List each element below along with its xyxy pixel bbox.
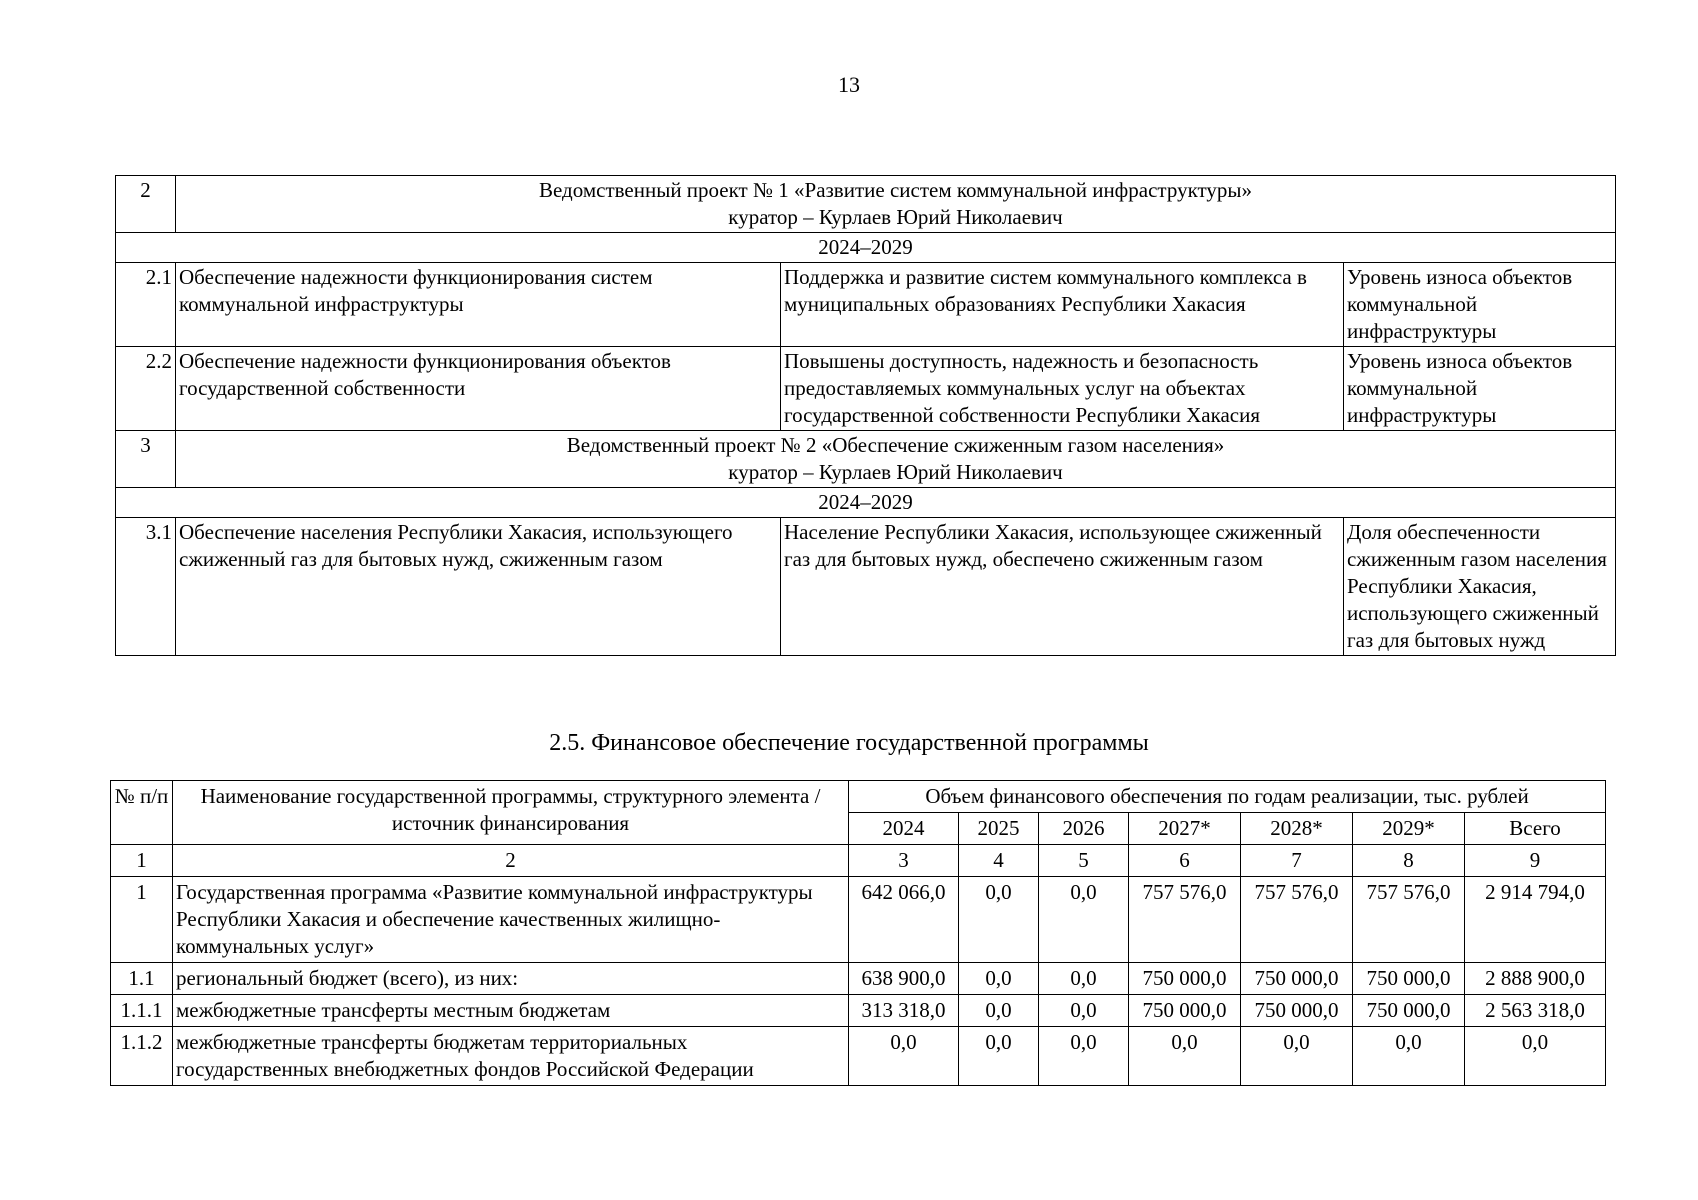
project-curator: куратор – Курлаев Юрий Николаевич (728, 460, 1063, 484)
effect-cell: Население Республики Хакасия, использующее сжиженный газ для бытовых нужд, обеспечено сжиженным газом (781, 518, 1344, 656)
header-total: Всего (1465, 813, 1606, 845)
value-cell: 0,0 (959, 1027, 1039, 1086)
value-cell: 638 900,0 (849, 963, 959, 995)
indicator-cell: Уровень износа объектов коммунальной инфраструктуры (1344, 347, 1616, 431)
header-num: № п/п (111, 781, 173, 845)
value-cell: 313 318,0 (849, 995, 959, 1027)
col-number: 7 (1241, 845, 1353, 877)
value-cell: 0,0 (1039, 877, 1129, 963)
total-cell: 0,0 (1465, 1027, 1606, 1086)
column-numbers-row (111, 845, 1606, 877)
total-cell: 2 563 318,0 (1465, 995, 1606, 1027)
finance-table (110, 780, 1606, 1086)
header-volume: Объем финансового обеспечения по годам реализации, тыс. рублей (849, 781, 1606, 813)
col-number: 5 (1039, 845, 1129, 877)
header-year: 2025 (959, 813, 1039, 845)
value-cell: 0,0 (1353, 1027, 1465, 1086)
indicator-cell: Доля обеспеченности сжиженным газом населения Республики Хакасия, использующего сжиженный газ для бытовых нужд (1344, 518, 1616, 656)
row-name: межбюджетные трансферты бюджетам территориальных государственных внебюджетных фондов Российской Федерации (173, 1027, 849, 1086)
section-heading: 2.5. Финансовое обеспечение государственной программы (549, 730, 1149, 756)
value-cell: 750 000,0 (1129, 963, 1241, 995)
project-header-row (116, 431, 1616, 488)
effect-cell: Поддержка и развитие систем коммунального комплекса в муниципальных образованиях Республики Хакасия (781, 263, 1344, 347)
table-row (111, 995, 1606, 1027)
col-number: 6 (1129, 845, 1241, 877)
col-number: 9 (1465, 845, 1606, 877)
row-name: региональный бюджет (всего), из них: (173, 963, 849, 995)
row-name: Государственная программа «Развитие коммунальной инфраструктуры Республики Хакасия и обеспечение качественных жилищно-коммунальных услуг» (173, 877, 849, 963)
value-cell: 750 000,0 (1241, 995, 1353, 1027)
project-title-cell (176, 176, 1616, 233)
value-cell: 0,0 (959, 877, 1039, 963)
header-year: 2024 (849, 813, 959, 845)
project-title: Ведомственный проект № 1 «Развитие систем коммунальной инфраструктуры» (539, 178, 1253, 202)
table-row (116, 347, 1616, 431)
project-number: 2 (116, 176, 176, 233)
value-cell: 750 000,0 (1353, 995, 1465, 1027)
table-row (116, 518, 1616, 656)
table-row (116, 263, 1616, 347)
row-number: 1.1.1 (111, 995, 173, 1027)
row-number: 1.1.2 (111, 1027, 173, 1086)
col-number: 2 (173, 845, 849, 877)
value-cell: 757 576,0 (1241, 877, 1353, 963)
table-row (111, 877, 1606, 963)
project-title-cell (176, 431, 1616, 488)
value-cell: 0,0 (1039, 1027, 1129, 1086)
project-period: 2024–2029 (116, 233, 1616, 263)
col-number: 4 (959, 845, 1039, 877)
value-cell: 0,0 (849, 1027, 959, 1086)
col-number: 3 (849, 845, 959, 877)
value-cell: 0,0 (1039, 995, 1129, 1027)
col-number: 1 (111, 845, 173, 877)
value-cell: 750 000,0 (1353, 963, 1465, 995)
project-title: Ведомственный проект № 2 «Обеспечение сжиженным газом населения» (566, 433, 1225, 457)
table-row (111, 963, 1606, 995)
value-cell: 757 576,0 (1353, 877, 1465, 963)
total-cell: 2 888 900,0 (1465, 963, 1606, 995)
row-number: 1 (111, 877, 173, 963)
row-number: 2.1 (116, 263, 176, 347)
value-cell: 0,0 (959, 963, 1039, 995)
row-number: 1.1 (111, 963, 173, 995)
project-period: 2024–2029 (116, 488, 1616, 518)
value-cell: 0,0 (1039, 963, 1129, 995)
header-year: 2028* (1241, 813, 1353, 845)
total-cell: 2 914 794,0 (1465, 877, 1606, 963)
project-period-row (116, 233, 1616, 263)
row-number: 3.1 (116, 518, 176, 656)
value-cell: 757 576,0 (1129, 877, 1241, 963)
task-cell: Обеспечение надежности функционирования объектов государственной собственности (176, 347, 781, 431)
value-cell: 750 000,0 (1241, 963, 1353, 995)
header-name: Наименование государственной программы, структурного элемента / источник финансирования (173, 781, 849, 845)
indicator-cell: Уровень износа объектов коммунальной инфраструктуры (1344, 263, 1616, 347)
value-cell: 750 000,0 (1129, 995, 1241, 1027)
project-header-row (116, 176, 1616, 233)
row-name: межбюджетные трансферты местным бюджетам (173, 995, 849, 1027)
value-cell: 642 066,0 (849, 877, 959, 963)
task-cell: Обеспечение населения Республики Хакасия, использующего сжиженный газ для бытовых нужд, сжиженным газом (176, 518, 781, 656)
col-number: 8 (1353, 845, 1465, 877)
finance-header-row (111, 781, 1606, 813)
row-number: 2.2 (116, 347, 176, 431)
task-cell: Обеспечение надежности функционирования систем коммунальной инфраструктуры (176, 263, 781, 347)
page-number: 13 (838, 72, 860, 97)
value-cell: 0,0 (1129, 1027, 1241, 1086)
project-period-row (116, 488, 1616, 518)
header-year: 2027* (1129, 813, 1241, 845)
value-cell: 0,0 (1241, 1027, 1353, 1086)
header-year: 2029* (1353, 813, 1465, 845)
table-row (111, 1027, 1606, 1086)
value-cell: 0,0 (959, 995, 1039, 1027)
header-year: 2026 (1039, 813, 1129, 845)
projects-table (115, 175, 1616, 656)
project-number: 3 (116, 431, 176, 488)
project-curator: куратор – Курлаев Юрий Николаевич (728, 205, 1063, 229)
effect-cell: Повышены доступность, надежность и безопасность предоставляемых коммунальных услуг на объектах государственной собственности Республики Хакасия (781, 347, 1344, 431)
